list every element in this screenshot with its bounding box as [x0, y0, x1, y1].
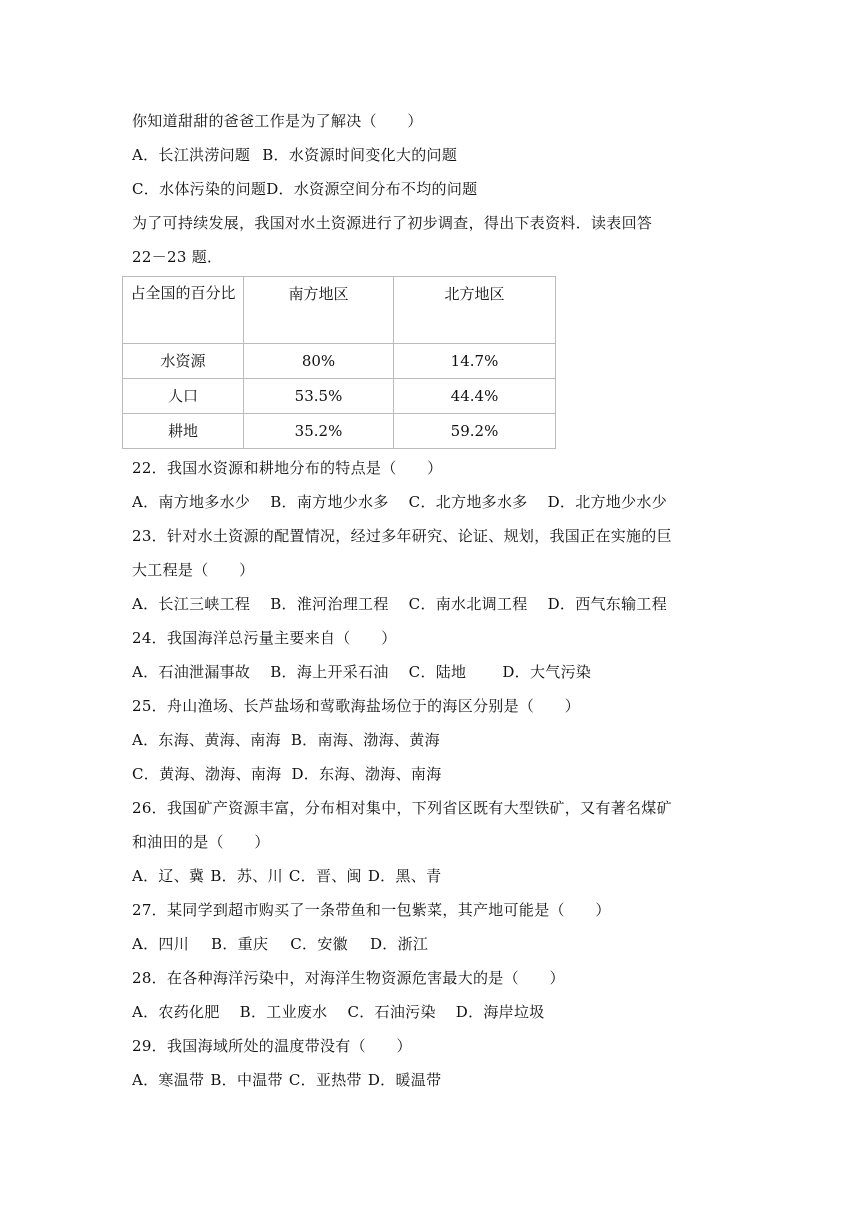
q25-options-row1 — [132, 723, 732, 757]
q24-option-b: B．海上开采石油 — [270, 663, 389, 681]
q27-option-d: D．浙江 — [369, 935, 429, 953]
q26-stem-line1: 26．我国矿产资源丰富，分布相对集中，下列省区既有大型铁矿，又有著名煤矿 — [132, 799, 672, 817]
table-row — [123, 379, 556, 414]
q21-option-c: C．水体污染的问题 — [132, 180, 267, 198]
q26-option-b: B．苏、川 — [210, 867, 283, 885]
q24-stem: 24．我国海洋总污量主要来自（ ） — [132, 629, 397, 647]
q27-stem: 27．某同学到超市购买了一条带鱼和一包紫菜，其产地可能是（ ） — [132, 901, 611, 919]
table-cell: 14.7% — [394, 344, 556, 379]
intro-line2: 22－23 题． — [132, 248, 223, 266]
q21-option-b: B．水资源时间变化大的问题 — [262, 146, 458, 164]
q29-option-c: C．亚热带 — [288, 1071, 362, 1089]
q25-option-a: A．东海、黄海、南海 — [132, 731, 281, 749]
q27-options — [132, 927, 732, 961]
table-header-cell: 北方地区 — [394, 277, 556, 344]
table-row — [123, 414, 556, 449]
q22-stem: 22．我国水资源和耕地分布的特点是（ ） — [132, 459, 443, 477]
q25-option-b: B．南海、渤海、黄海 — [290, 731, 440, 749]
exam-page — [132, 104, 732, 1097]
q24-options — [132, 655, 732, 689]
q29-options — [132, 1063, 732, 1097]
q28-stem: 28．在各种海洋污染中，对海洋生物资源危害最大的是（ ） — [132, 969, 565, 987]
q25-option-d: D．东海、渤海、南海 — [291, 765, 442, 783]
q29-option-d: D．暖温带 — [367, 1071, 442, 1089]
q21-options-row2 — [132, 172, 732, 206]
q25-options-row2 — [132, 757, 732, 791]
q24-option-d: D．大气污染 — [502, 663, 592, 681]
q21-options-row1 — [132, 138, 732, 172]
q21-option-a: A．长江洪涝问题 — [132, 146, 251, 164]
q28-options — [132, 995, 732, 1029]
q26-stem-line2: 和油田的是（ ） — [132, 833, 270, 851]
q26-option-a: A．辽、冀 — [132, 867, 205, 885]
q21-stem: 你知道甜甜的爸爸工作是为了解决（ ） — [132, 112, 423, 130]
q22-option-b: B．南方地少水多 — [270, 493, 389, 511]
q22-options — [132, 485, 732, 519]
table-row — [123, 344, 556, 379]
q23-option-c: C．南水北调工程 — [408, 595, 528, 613]
q27-option-b: B．重庆 — [211, 935, 269, 953]
q21-option-d: D．水资源空间分布不均的问题 — [266, 180, 478, 198]
q23-option-d: D．西气东输工程 — [547, 595, 667, 613]
table-cell: 35.2% — [244, 414, 394, 449]
intro-line1: 为了可持续发展，我国对水土资源进行了初步调查，得出下表资料．读表回答 — [132, 214, 653, 232]
q23-option-b: B．淮河治理工程 — [270, 595, 389, 613]
table-header-row — [123, 277, 556, 344]
q23-stem-line1: 23．针对水土资源的配置情况，经过多年研究、论证、规划，我国正在实施的巨 — [132, 527, 672, 545]
q25-option-c: C．黄海、渤海、南海 — [132, 765, 282, 783]
q29-option-b: B．中温带 — [210, 1071, 283, 1089]
q24-option-c: C．陆地 — [408, 663, 467, 681]
q27-option-c: C．安徽 — [290, 935, 348, 953]
q27-option-a: A．四川 — [132, 935, 190, 953]
q26-option-c: C．晋、闽 — [288, 867, 362, 885]
q25-stem: 25．舟山渔场、长芦盐场和莺歌海盐场位于的海区分别是（ ） — [132, 697, 581, 715]
q24-option-a: A．石油泄漏事故 — [132, 663, 251, 681]
table-cell: 耕地 — [123, 414, 244, 449]
q28-option-b: B．工业废水 — [239, 1003, 328, 1021]
q28-option-c: C．石油污染 — [347, 1003, 436, 1021]
q22-option-c: C．北方地多水多 — [408, 493, 528, 511]
table-cell: 人口 — [123, 379, 244, 414]
q28-option-a: A．农药化肥 — [132, 1003, 220, 1021]
q22-option-a: A．南方地多水少 — [132, 493, 251, 511]
table-cell: 80% — [244, 344, 394, 379]
q26-options — [132, 859, 732, 893]
q23-option-a: A．长江三峡工程 — [132, 595, 251, 613]
resource-table — [122, 276, 556, 449]
table-cell: 44.4% — [394, 379, 556, 414]
q29-stem: 29．我国海域所处的温度带没有（ ） — [132, 1037, 412, 1055]
table-cell: 水资源 — [123, 344, 244, 379]
q23-options — [132, 587, 732, 621]
q23-stem-line2: 大工程是（ ） — [132, 561, 255, 579]
table-cell: 53.5% — [244, 379, 394, 414]
q28-option-d: D．海岸垃圾 — [455, 1003, 545, 1021]
q29-option-a: A．寒温带 — [132, 1071, 205, 1089]
table-header-cell: 南方地区 — [244, 277, 394, 344]
table-cell: 59.2% — [394, 414, 556, 449]
q22-option-d: D．北方地少水少 — [547, 493, 667, 511]
table-header-cell: 占全国的百分比 — [123, 277, 244, 344]
q26-option-d: D．黑、青 — [367, 867, 442, 885]
